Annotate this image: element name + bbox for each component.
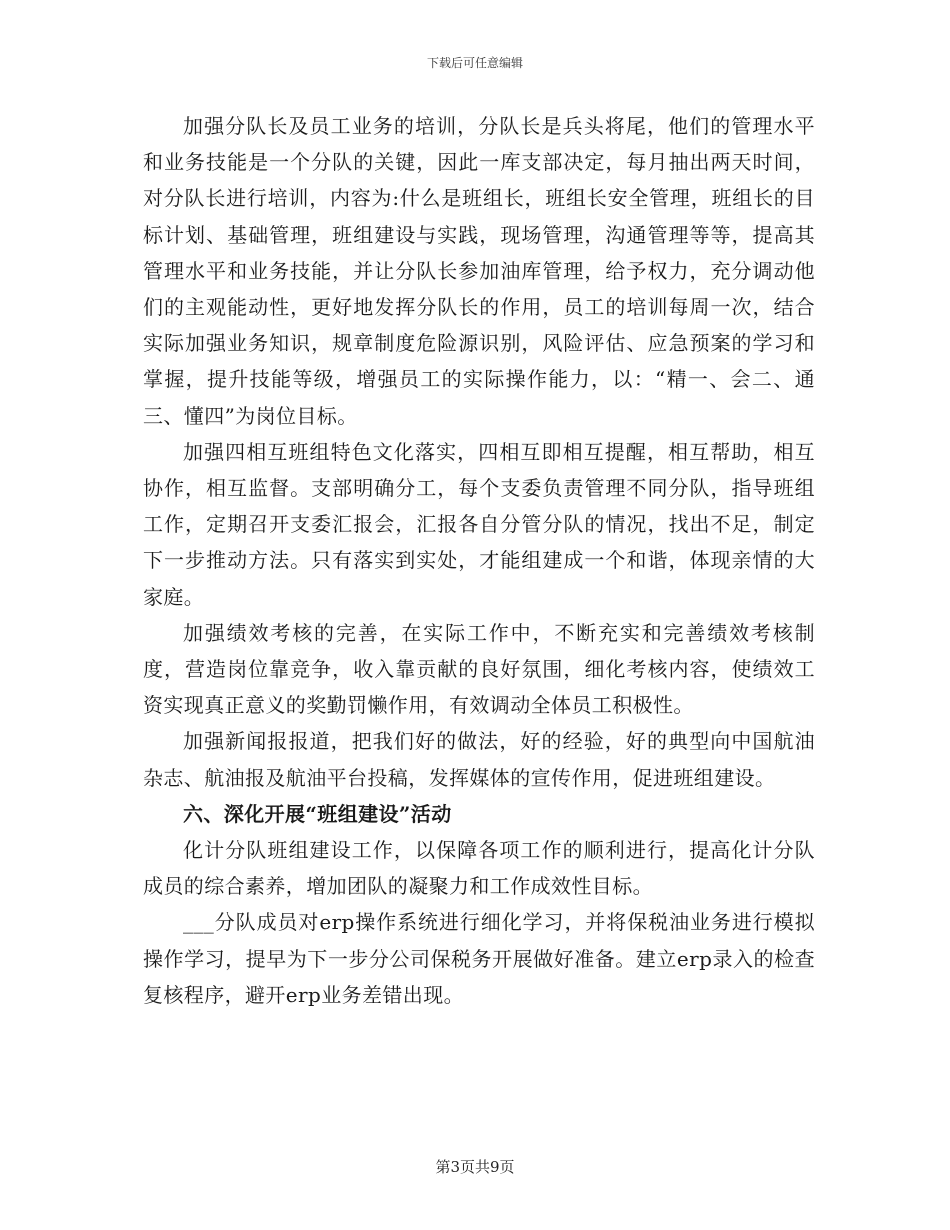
paragraph-team-building-goal: 化计分队班组建设工作，以保障各项工作的顺利进行，提高化计分队成员的综合素养，增加团队的凝聚力和工作成效性目标。 <box>143 838 815 899</box>
paragraph-staff-training: 加强分队长及员工业务的培训，分队长是兵头将尾，他们的管理水平和业务技能是一个分队的关键，因此一库支部决定，每月抽出两天时间，对分队长进行培训，内容为:什么是班组长，班组长安全管理，班组长的目标计划、基础管理，班组建设与实践，现场管理，沟通管理等等，提高其管理水平和业务技能，并让分队长参加油库管理，给予权力，充分调动他们的主观能动性，更好地发挥分队长的作用，员工的培训每周一次，结合实际加强业务知识，规章制度危险源识别，风险评估、应急预案的学习和掌握，提升技能等级，增强员工的实际操作能力，以：“精一、会二、通三、懂四”为岗位目标。 <box>143 114 815 428</box>
page-number: 第3页共9页 <box>435 1158 515 1176</box>
page-header-note: 下载后可任意编辑 <box>426 56 523 70</box>
paragraph-four-mutual-culture: 加强四相互班组特色文化落实，四相互即相互提醒，相互帮助，相互协作，相互监督。支部明确分工，每个支委负责管理不同分队，指导班组工作，定期召开支委汇报会，汇报各自分管分队的情况，找出不足，制定下一步推动方法。只有落实到实处，才能组建成一个和谐，体现亲情的大家庭。 <box>143 439 815 609</box>
paragraph-news-reporting: 加强新闻报报道，把我们好的做法，好的经验，好的典型向中国航油杂志、航油报及航油平台投稿，发挥媒体的宣传作用，促进班组建设。 <box>143 729 815 790</box>
section-heading: 六、深化开展“班组建设”活动 <box>183 801 452 826</box>
document-body <box>143 108 815 1013</box>
paragraph-erp-training: ___分队成员对erp操作系统进行细化学习，并将保税油业务进行模拟操作学习，提早为下一步分公司保税务开展做好准备。建立erp录入的检查复核程序，避开erp业务差错出现。 <box>143 910 815 1007</box>
paragraph-performance-assessment: 加强绩效考核的完善，在实际工作中，不断充实和完善绩效考核制度，营造岗位靠竞争，收入靠贡献的良好氛围，细化考核内容，使绩效工资实现真正意义的奖勤罚懒作用，有效调动全体员工积极性。 <box>143 620 815 718</box>
